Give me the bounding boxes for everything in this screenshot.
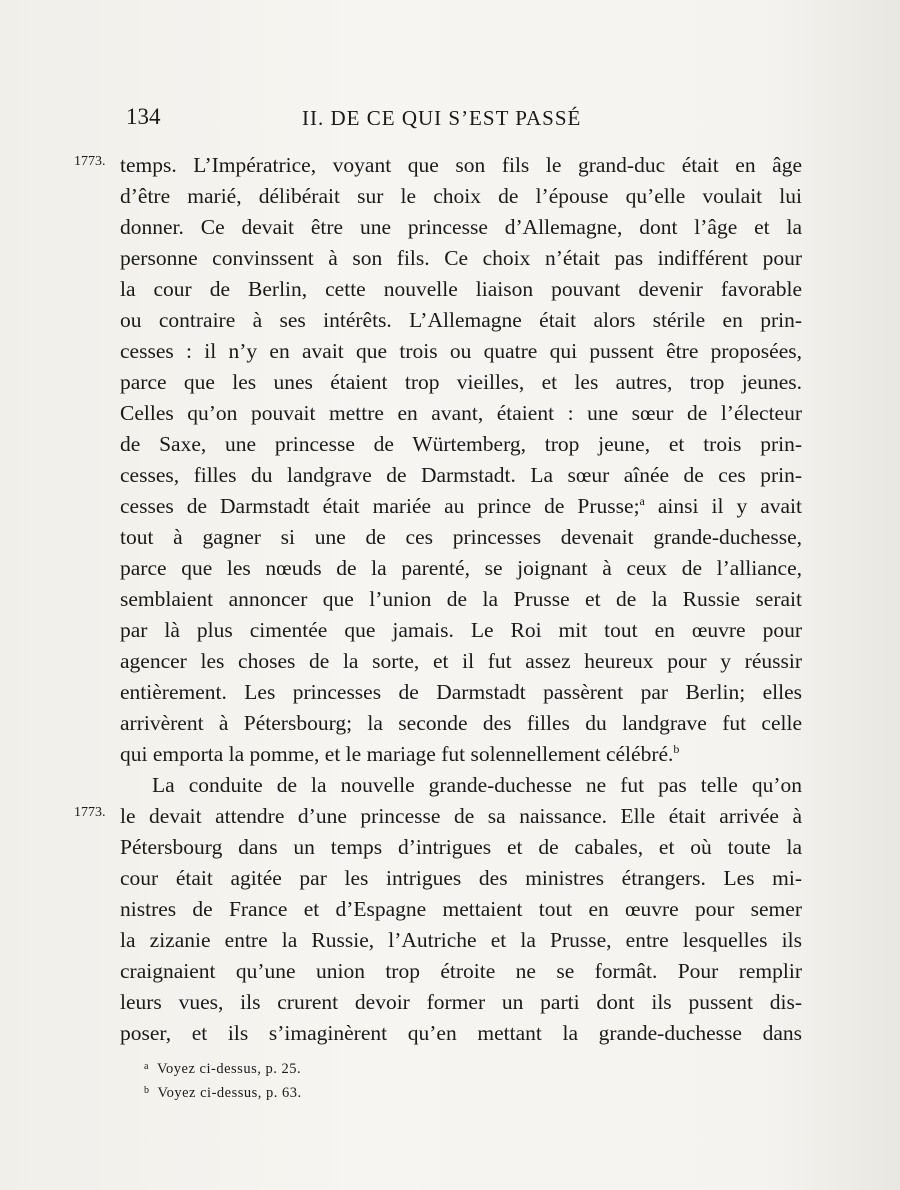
running-head: II. DE CE QUI S’EST PASSÉ bbox=[302, 106, 582, 130]
footnote bbox=[144, 1080, 544, 1104]
text-line: tout à gagner si une de ces princesses devenait grande-duchesse, bbox=[120, 525, 802, 549]
text-line: d’être marié, délibérait sur le choix de l’épouse qu’elle voulait lui bbox=[120, 184, 802, 208]
text-line: craignaient qu’une union trop étroite ne se formât. Pour remplir bbox=[120, 959, 802, 983]
text-line: arrivèrent à Pétersbourg; la seconde des filles du landgrave fut celle bbox=[120, 711, 802, 735]
footnote-text: Voyez ci-dessus, p. 63. bbox=[157, 1085, 302, 1101]
text-fragment: ainsi il y avait bbox=[657, 494, 802, 518]
text-line: leurs vues, ils crurent devoir former un parti dont ils pussent dis- bbox=[120, 990, 802, 1014]
body-text bbox=[120, 150, 802, 1049]
footnote-mark: b bbox=[144, 1085, 150, 1096]
text-line: cour était agitée par les intrigues des ministres étrangers. Les mi- bbox=[120, 866, 802, 890]
footnote-text: Voyez ci-dessus, p. 25. bbox=[156, 1061, 302, 1077]
footnote-ref-a: a bbox=[639, 494, 645, 508]
text-line: agencer les choses de la sorte, et il fut assez heureux pour y réussir bbox=[120, 649, 802, 673]
text-line: ou contraire à ses intérêts. L’Allemagne était alors stérile en prin- bbox=[120, 308, 802, 332]
text-line: la cour de Berlin, cette nouvelle liaison pouvant devenir favorable bbox=[120, 277, 802, 301]
text-line: parce que les nœuds de la parenté, se joignant à ceux de l’alliance, bbox=[120, 556, 802, 580]
margin-year: 1773. bbox=[74, 805, 106, 820]
text-line: cesses, filles du landgrave de Darmstadt. La sœur aînée de ces prin- bbox=[120, 463, 802, 487]
text-line: par là plus cimentée que jamais. Le Roi mit tout en œuvre pour bbox=[120, 618, 802, 642]
text-line: entièrement. Les princesses de Darmstadt passèrent par Berlin; elles bbox=[120, 680, 802, 704]
text-line: la zizanie entre la Russie, l’Autriche et la Prusse, entre lesquelles ils bbox=[120, 928, 802, 952]
text-fragment: qui emporta la pomme, et le mariage fut solennellement célébré. bbox=[120, 742, 674, 766]
page-number: 134 bbox=[126, 104, 161, 129]
text-fragment: cesses de Darmstadt était mariée au prince de Prusse; bbox=[120, 494, 640, 518]
footnote-ref-b: b bbox=[673, 742, 680, 756]
text-line: le devait attendre d’une princesse de sa naissance. Elle était arrivée à bbox=[120, 804, 802, 828]
text-line-with-footnote bbox=[120, 739, 802, 770]
text-line-with-footnote bbox=[120, 491, 802, 522]
text-line: poser, et ils s’imaginèrent qu’en mettant la grande-duchesse dans bbox=[120, 1021, 802, 1045]
text-line: personne convinssent à son fils. Ce choix n’était pas indifférent pour bbox=[120, 246, 802, 270]
page-header bbox=[126, 104, 802, 138]
text-line: cesses : il n’y en avait que trois ou quatre qui pussent être proposées, bbox=[120, 339, 802, 363]
text-line: de Saxe, une princesse de Würtemberg, trop jeune, et trois prin- bbox=[120, 432, 802, 456]
margin-year: 1773. bbox=[74, 154, 106, 169]
text-line: Pétersbourg dans un temps d’intrigues et de cabales, et où toute la bbox=[120, 835, 802, 859]
footnotes bbox=[144, 1056, 544, 1104]
text-line: parce que les unes étaient trop vieilles, et les autres, trop jeunes. bbox=[120, 370, 802, 394]
text-line: semblaient annoncer que l’union de la Prusse et de la Russie serait bbox=[120, 587, 802, 611]
text-line: donner. Ce devait être une princesse d’Allemagne, dont l’âge et la bbox=[120, 215, 802, 239]
text-line: temps. L’Impératrice, voyant que son fils le grand-duc était en âge bbox=[120, 153, 802, 177]
text-line: Celles qu’on pouvait mettre en avant, étaient : une sœur de l’électeur bbox=[120, 401, 802, 425]
footnote-mark: a bbox=[144, 1061, 149, 1072]
footnote bbox=[144, 1056, 544, 1080]
text-line: nistres de France et d’Espagne mettaient tout en œuvre pour semer bbox=[120, 897, 802, 921]
paragraph-first-line: La conduite de la nouvelle grande-duchesse ne fut pas telle qu’on bbox=[152, 773, 802, 797]
